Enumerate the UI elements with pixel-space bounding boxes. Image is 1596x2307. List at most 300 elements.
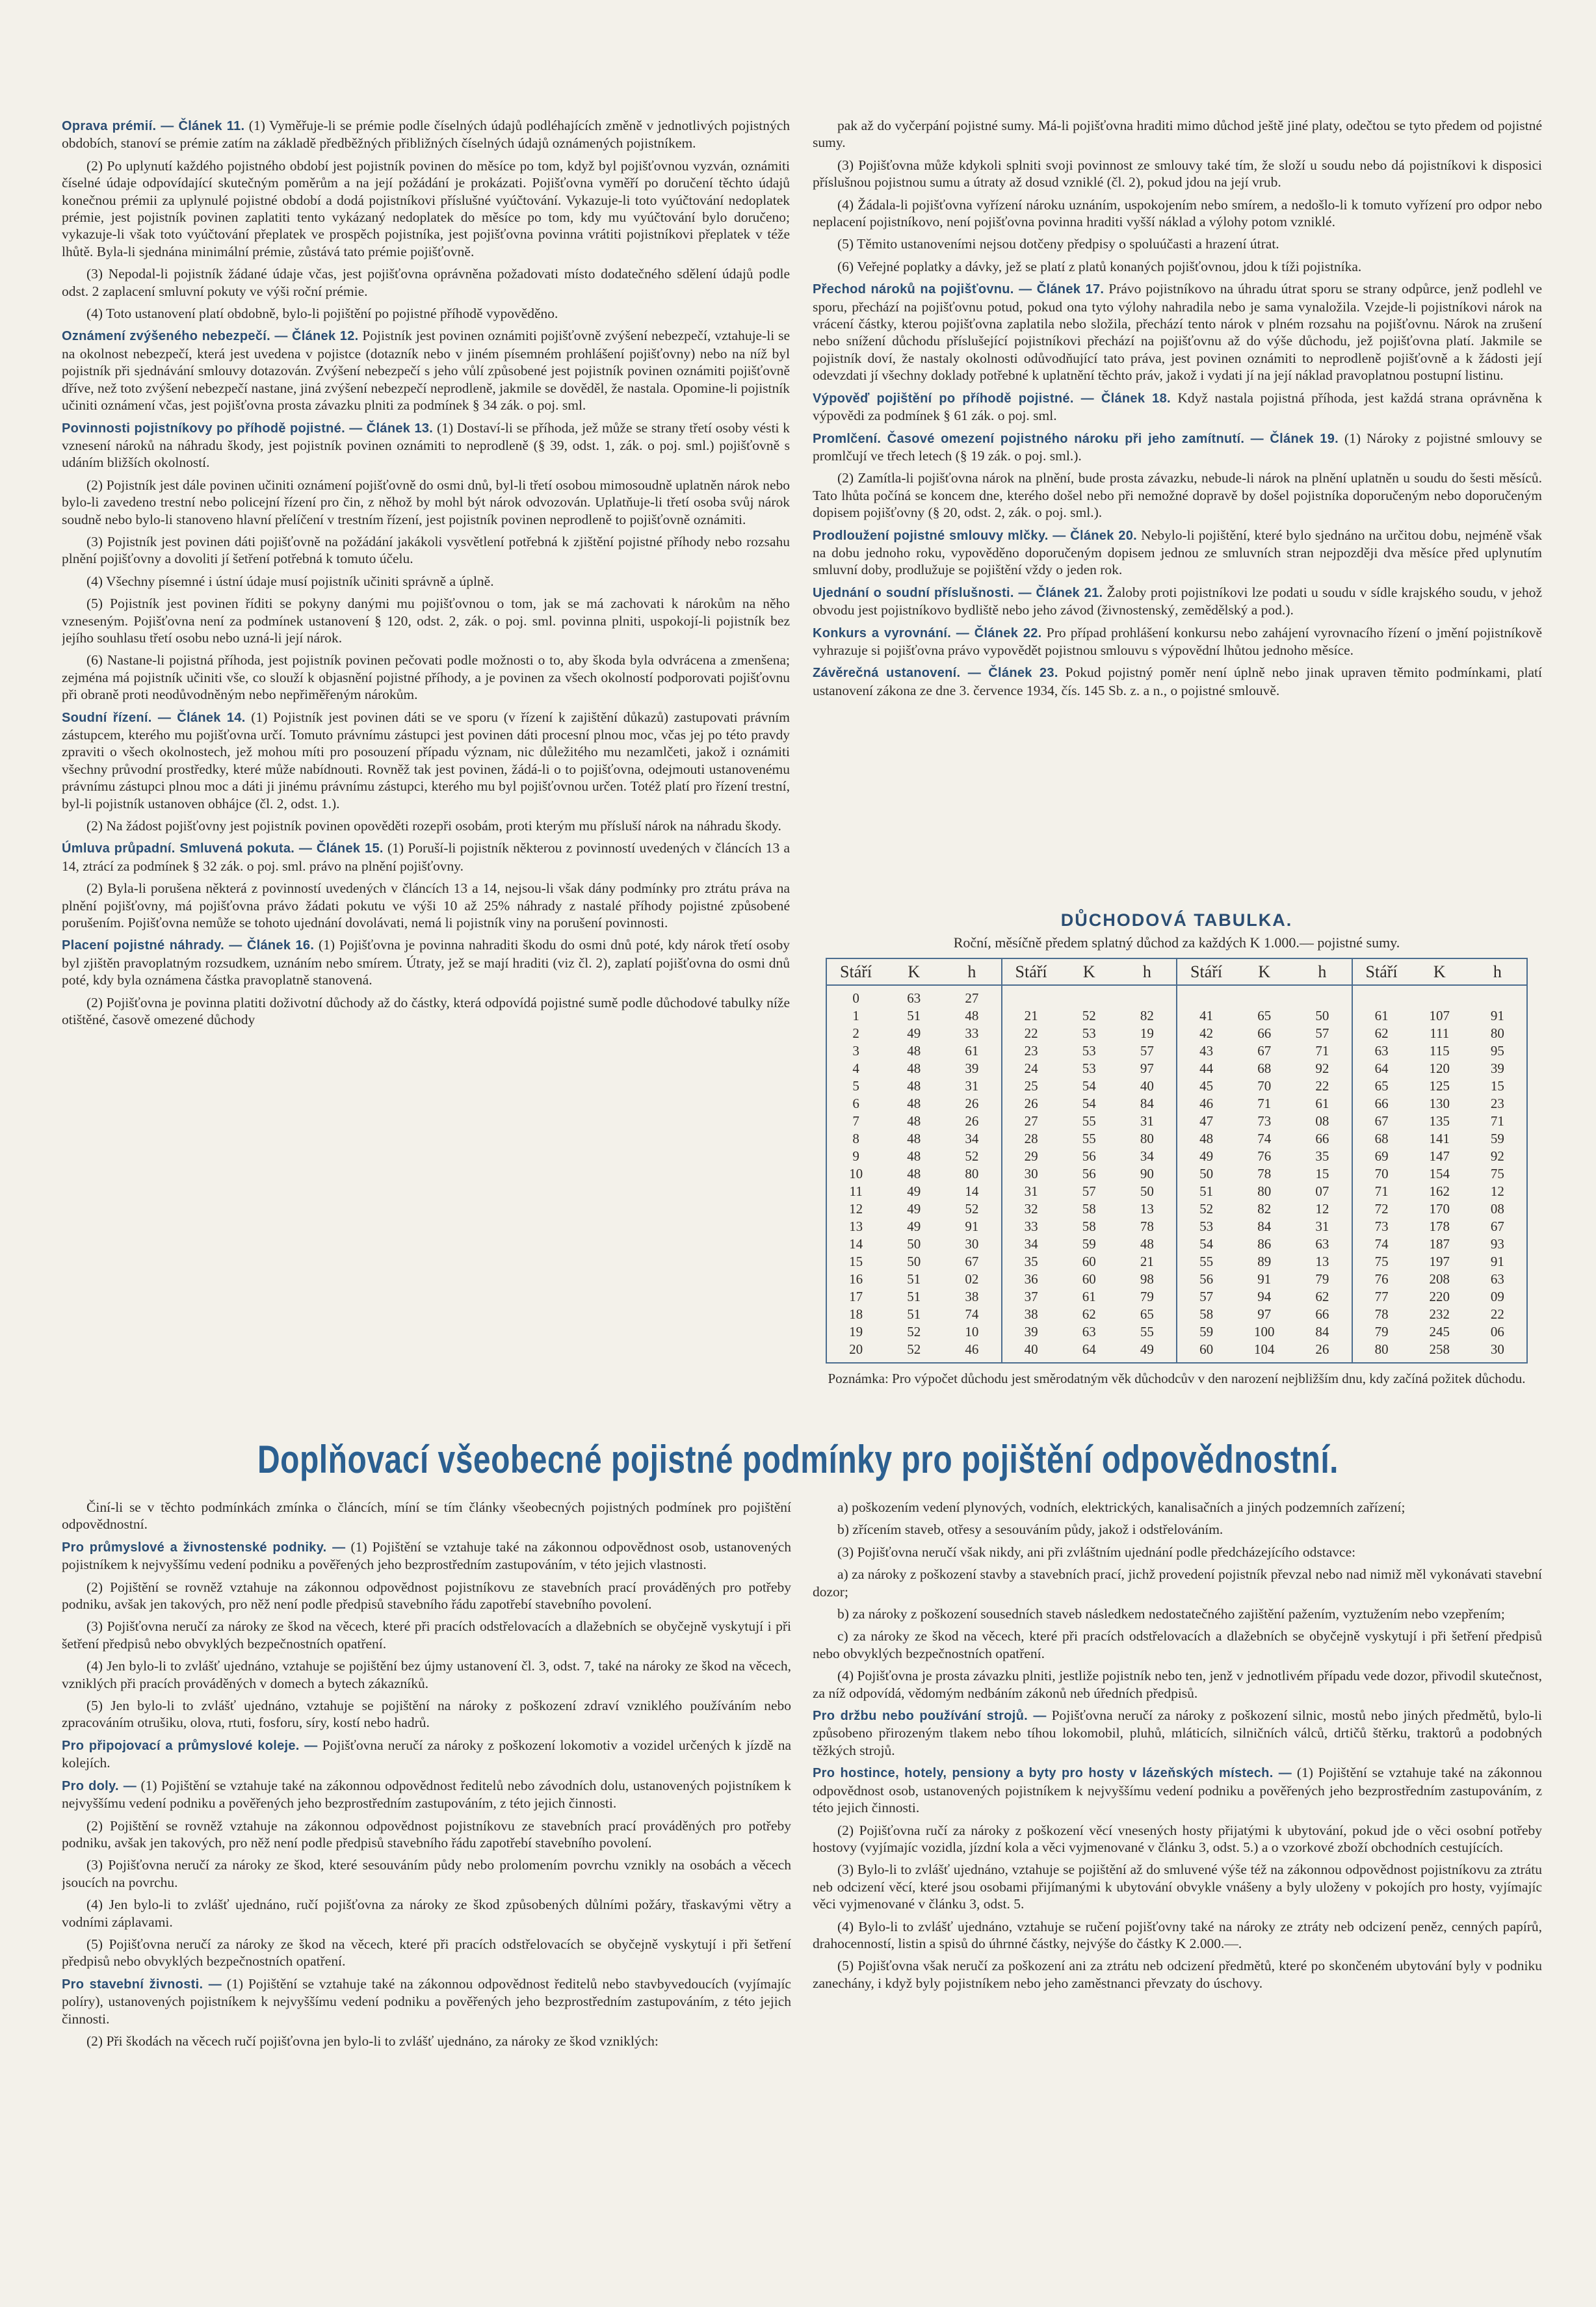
annuity-table-cell: 35 — [1024, 1254, 1038, 1269]
annuity-table-cell: 135 — [1429, 1113, 1450, 1129]
annuity-table-row — [1353, 1148, 1527, 1165]
annuity-table-cell: 2 — [852, 1025, 859, 1041]
annuity-table-cell: 91 — [1490, 1254, 1504, 1269]
annuity-table-row — [827, 1095, 1001, 1113]
annuity-table-cell: 3 — [852, 1043, 859, 1059]
annuity-table-cell: 7 — [852, 1113, 859, 1129]
article-heading: Pro doly. — — [62, 1778, 137, 1793]
article-heading: Pro připojovací a průmyslové koleje. — — [62, 1738, 318, 1753]
article-text: (4) Žádala-li pojišťovna vyřízení nároku uznáním, uspokojením nebo smírem, a nedošlo-li k tomuto vyřízení pro odpor nebo neplacení pojistníkovo, není pojišťovna povinna hraditi vyšší náklad a výlohy potom vzniklé. — [813, 196, 1542, 230]
article-heading: Závěrečná ustanovení. — Článek 23. — [813, 666, 1058, 681]
article-text: (6) Veřejné poplatky a dávky, jež se platí z platů konaných pojišťovnou, jdou k tíži pojistníka. — [837, 258, 1362, 274]
annuity-table-cell: 115 — [1429, 1043, 1450, 1059]
annuity-table-cell: 67 — [1374, 1113, 1389, 1129]
annuity-table-cell: 15 — [849, 1254, 863, 1269]
annuity-table-cell: 95 — [1490, 1043, 1504, 1059]
article-text: c) za nároky ze škod na věcech, které při pracích odstřelovacích a dlažebních se obyčejně vyskytují i při šetření předpisů nebo obvyklých bezpečnostních opatření. — [813, 1628, 1542, 1661]
article-paragraph — [62, 1817, 791, 1852]
article-paragraph — [62, 880, 790, 931]
article-heading: Promlčení. Časové omezení pojistného nároku při jeho zamítnutí. — Článek 19. — [813, 431, 1339, 446]
annuity-table-cell: 57 — [1315, 1025, 1329, 1041]
annuity-table-cell: 73 — [1257, 1113, 1272, 1129]
annuity-table-row — [827, 990, 1001, 1007]
annuity-table-cell: 27 — [965, 990, 979, 1006]
annuity-table-cell: 50 — [907, 1236, 921, 1252]
annuity-table-row — [827, 1025, 1001, 1042]
annuity-table-cell: 35 — [1315, 1148, 1329, 1164]
annuity-table-cell: 26 — [1315, 1341, 1329, 1357]
article-paragraph — [813, 196, 1542, 231]
annuity-table-cell: 58 — [1082, 1219, 1096, 1234]
annuity-table-row — [1002, 1341, 1177, 1358]
article-text: (2) Byla-li porušena některá z povinností uvedených v článcích 13 a 14, nejsou-li však dány podmínky pro ztrátu práva na plnění pojišťovny, má pojišťovna právo žádati pokutu ve výši 10 až 25% náhrady z nastalé příhody pojistné způsobené porušením. Pojišťovna nemůže se tohoto ujednání dovolávati, nemá li pojistník viny na porušení povinnosti. — [62, 880, 790, 931]
annuity-table-header-cell: K — [908, 962, 921, 981]
article-paragraph — [62, 419, 790, 471]
article-paragraph — [813, 235, 1542, 252]
article-paragraph — [813, 664, 1542, 699]
article-paragraph — [62, 1657, 791, 1692]
article-text: (4) Bylo-li to zvlášť ujednáno, vztahuje se ručení pojišťovny také na nároky ze ztráty neb odcizení peněz, cenných papírů, drahocenností, listin a spisů do úhrnné částky, nejvýše do částky K 2.000.—. — [813, 1918, 1542, 1951]
annuity-table-cell: 62 — [1082, 1306, 1096, 1322]
annuity-table-cell: 50 — [1140, 1183, 1154, 1199]
annuity-table-row — [1177, 1148, 1352, 1165]
annuity-table-cell: 55 — [1199, 1254, 1214, 1269]
article-text: (1) Pojištění se vztahuje také na zákonnou odpovědnost osob, ustanovených pojistníkem k nejvyššímu vedení podniku a pověřených jeho bezprostředním zastupováním, z této jejich činnosti. — [813, 1765, 1542, 1816]
annuity-table-cell: 80 — [1257, 1183, 1272, 1199]
annuity-table-cell: 80 — [1374, 1341, 1389, 1357]
column-general-conditions-2 — [813, 117, 1542, 962]
annuity-table-column — [827, 959, 1002, 1362]
annuity-table-header-cell: h — [967, 962, 976, 981]
annuity-table-column — [1177, 959, 1353, 1362]
annuity-table-cell: 40 — [1024, 1341, 1038, 1357]
annuity-table-row — [827, 1218, 1001, 1235]
annuity-table-header-cell: Stáří — [1365, 962, 1398, 981]
article-text: Činí-li se v těchto podmínkách zmínka o článcích, míní se tím články všeobecných pojistných podmínek pro pojištění odpovědnostní. — [62, 1499, 791, 1533]
annuity-table-cell: 56 — [1082, 1148, 1096, 1164]
annuity-table-cell: 53 — [1082, 1025, 1096, 1041]
annuity-table-cell: 67 — [965, 1254, 979, 1269]
annuity-table-row — [1353, 1060, 1527, 1077]
annuity-table-cell: 92 — [1490, 1148, 1504, 1164]
annuity-table-row — [1177, 1271, 1352, 1288]
annuity-table-cell: 79 — [1140, 1289, 1154, 1304]
article-text: (2) Pojistník jest dále povinen učiniti oznámení pojišťovně do osmi dnů, byl-li třetí osobou mimosoudně uplatněn nárok nebo bylo-li zavedeno trestní nebo policejní řízení pro čin, z něhož by mohl být nárok odvozován. Uplatňuje-li třetí osoba svůj nárok soudně nebo bylo-li stanoveno hlavní přelíčení v trestním řízení, jest pojistník povinen neprodleně to pojišťovně oznámiti. — [62, 477, 790, 527]
annuity-table-cell: 66 — [1374, 1096, 1389, 1111]
annuity-table-row — [1177, 1025, 1352, 1042]
annuity-table-row — [1177, 1095, 1352, 1113]
article-heading: Oznámení zvýšeného nebezpečí. — Článek 12. — [62, 329, 359, 344]
article-heading: Pro stavební živnosti. — — [62, 1977, 222, 1992]
article-paragraph — [62, 839, 790, 875]
annuity-table-row — [1177, 1323, 1352, 1341]
article-text: (5) Pojišťovna neručí za nároky ze škod na věcech, které při pracích odstřelovacích se obyčejně vyskytují i při šetření předpisů nebo obvyklých bezpečnostních opatření. — [62, 1936, 791, 1970]
annuity-table-cell: 38 — [965, 1289, 979, 1304]
annuity-table-cell: 69 — [1374, 1148, 1389, 1164]
annuity-table-cell: 14 — [849, 1236, 863, 1252]
annuity-table-cell: 62 — [1315, 1289, 1329, 1304]
annuity-table-header-cell: K — [1082, 962, 1095, 981]
article-text: (3) Nepodal-li pojistník žádané údaje včas, jest pojišťovna oprávněna požadovati místo dodatečného sdělení údajů podle odst. 2 zaplacení smluvní pokuty ve výši roční prémie. — [62, 266, 790, 299]
article-paragraph — [813, 258, 1542, 275]
annuity-table-cell: 78 — [1374, 1306, 1389, 1322]
annuity-table-cell: 97 — [1140, 1061, 1154, 1076]
annuity-table-cell: 48 — [907, 1148, 921, 1164]
annuity-table-cell: 45 — [1199, 1078, 1214, 1094]
annuity-table-cell: 91 — [1490, 1008, 1504, 1023]
annuity-table-cell: 10 — [965, 1324, 979, 1339]
annuity-table-cell: 49 — [907, 1025, 921, 1041]
annuity-table-header — [1177, 959, 1352, 986]
annuity-table-row — [1177, 1218, 1352, 1235]
annuity-table-cell: 232 — [1429, 1306, 1450, 1322]
annuity-table-row — [1002, 1025, 1177, 1042]
annuity-table-cell: 10 — [849, 1166, 863, 1181]
annuity-table-cell: 22 — [1024, 1025, 1038, 1041]
annuity-table-cell: 26 — [965, 1096, 979, 1111]
annuity-table-cell: 49 — [1140, 1341, 1154, 1357]
annuity-table-row — [1353, 1200, 1527, 1218]
article-paragraph — [813, 1499, 1542, 1516]
annuity-table-cell: 107 — [1429, 1008, 1450, 1023]
annuity-table-row — [1353, 1306, 1527, 1323]
annuity-table-cell: 30 — [1024, 1166, 1038, 1181]
annuity-table-row — [1353, 1130, 1527, 1148]
annuity-table-cell: 47 — [1199, 1113, 1214, 1129]
annuity-table-cell: 40 — [1140, 1078, 1154, 1094]
annuity-table-row — [1002, 1095, 1177, 1113]
annuity-table-cell: 68 — [1374, 1131, 1389, 1146]
annuity-table-cell: 0 — [852, 990, 859, 1006]
article-text: (1) Pojištění se vztahuje také na zákonnou odpovědnost ředitelů nebo stavbyvedoucích (vyjímajíc políry), ustanovených pojistníkem k nejvyššímu vedení podniku a pověřených jeho bezprostředním zastupováním, z této jejich činnosti. — [62, 1975, 791, 2027]
article-paragraph — [813, 469, 1542, 521]
annuity-table-row — [827, 1077, 1001, 1095]
annuity-table-cell: 78 — [1257, 1166, 1272, 1181]
annuity-table-cell: 245 — [1429, 1324, 1450, 1339]
annuity-table-row — [1177, 1007, 1352, 1025]
annuity-table-cell: 57 — [1140, 1043, 1154, 1059]
annuity-table-cell: 76 — [1374, 1271, 1389, 1287]
annuity-table-row — [827, 1323, 1001, 1341]
annuity-table-row — [1002, 1218, 1177, 1235]
article-heading: Výpověď pojištění po příhodě pojistné. — Článek 18. — [813, 391, 1171, 406]
article-paragraph — [62, 1856, 791, 1891]
annuity-table-row — [1353, 1218, 1527, 1235]
annuity-table-cell: 220 — [1429, 1289, 1450, 1304]
annuity-table-cell: 31 — [1024, 1183, 1038, 1199]
column-general-conditions-1 — [62, 117, 790, 1365]
annuity-table-cell: 67 — [1257, 1043, 1272, 1059]
annuity-table-cell: 61 — [1082, 1289, 1096, 1304]
article-paragraph — [813, 1544, 1542, 1561]
article-paragraph — [813, 1918, 1542, 1953]
annuity-table-cell: 30 — [1490, 1341, 1504, 1357]
annuity-table-cell: 48 — [1199, 1131, 1214, 1146]
annuity-table-row — [1353, 1271, 1527, 1288]
annuity-table-cell: 91 — [1257, 1271, 1272, 1287]
annuity-table-row — [1353, 1007, 1527, 1025]
annuity-table-row — [1177, 1077, 1352, 1095]
annuity-table-row — [827, 1271, 1001, 1288]
annuity-table-cell: 32 — [1024, 1201, 1038, 1217]
annuity-table-cell: 80 — [965, 1166, 979, 1181]
article-paragraph — [62, 117, 790, 152]
article-text: pak až do vyčerpání pojistné sumy. Má-li pojišťovna hraditi mimo důchod ještě jiné platy, odečtou se tyto předem od pojistné sumy. — [813, 118, 1542, 151]
article-text: (2) Při škodách na věcech ručí pojišťovna jen bylo-li to zvlášť ujednáno, za nároky ze škod vzniklých: — [86, 2033, 659, 2049]
article-text: (2) Po uplynutí každého pojistného období jest pojistník povinen do měsíce po tom, když byl pojišťovnou vyzván, oznámiti číselné údaje odpovídající skutečným poměrům a na její požádání je prokázati. Pojišťovna vyměří po doručení těchto údajů konečnou prémii za uplynulé pojistné období a dodá pojistníkovi příslušné vyúčtování. Vykazuje-li toto vyúčtování nedoplatek prémie, jest pojistník povinen zaplatiti tento vykázaný nedoplatek do měsíce po tom, kdy mu vyúčtování bylo doručeno; vykazuje-li však toto vyúčtování přeplatek ve prospěch pojistníka, jest pojišťovna povinna vrátiti pojistníkovi přeplatek v téže lhůtě. Byla-li sjednána minimální prémie, zůstává tato prémie pojišťovně. — [62, 157, 790, 259]
annuity-table-row — [827, 1042, 1001, 1060]
article-paragraph — [62, 265, 790, 300]
article-text: a) poškozením vedení plynových, vodních, elektrických, kanalisačních a jiných podzemních zařízení; — [837, 1499, 1406, 1515]
annuity-table-cell: 44 — [1199, 1061, 1214, 1076]
annuity-table-cell: 23 — [1024, 1043, 1038, 1059]
article-heading: Pro hostince, hotely, pensiony a byty pro hosty v lázeňských místech. — — [813, 1766, 1292, 1781]
article-paragraph — [813, 527, 1542, 579]
annuity-table-row — [827, 1165, 1001, 1183]
article-text: (2) Na žádost pojišťovny jest pojistník povinen opověděti rozepři osobám, proti kterým mu přísluší nárok na náhradu škody. — [86, 818, 781, 834]
annuity-table-cell: 64 — [1374, 1061, 1389, 1076]
article-paragraph — [62, 2033, 791, 2050]
annuity-table-cell: 48 — [907, 1096, 921, 1111]
annuity-table-cell: 89 — [1257, 1254, 1272, 1269]
annuity-table-cell: 208 — [1429, 1271, 1450, 1287]
article-paragraph — [813, 157, 1542, 191]
annuity-table-cell: 84 — [1257, 1219, 1272, 1234]
article-text: (5) Těmito ustanoveními nejsou dotčeny předpisy o spoluúčasti a hrazení útrat. — [837, 236, 1279, 252]
annuity-table-cell: 59 — [1082, 1236, 1096, 1252]
annuity-table-cell: 52 — [965, 1148, 979, 1164]
annuity-table-cell: 51 — [907, 1289, 921, 1304]
article-paragraph — [813, 624, 1542, 659]
annuity-table-header — [1353, 959, 1527, 986]
annuity-table-cell: 55 — [1082, 1113, 1096, 1129]
annuity-table-cell: 18 — [849, 1306, 863, 1322]
article-paragraph — [62, 595, 790, 646]
article-text: b) zřícením staveb, otřesy a sesouváním půdy, jakož i odstřelováním. — [837, 1522, 1223, 1538]
article-paragraph — [62, 1737, 791, 1772]
annuity-table-row — [1002, 1113, 1177, 1130]
annuity-table-header-cell: Stáří — [1190, 962, 1223, 981]
annuity-table-cell: 46 — [965, 1341, 979, 1357]
annuity-table-row — [1177, 1306, 1352, 1323]
annuity-table-cell: 23 — [1490, 1096, 1504, 1111]
annuity-table-cell: 71 — [1490, 1113, 1504, 1129]
annuity-table-subtitle: Roční, měsíčně předem splatný důchod za každých K 1.000.— pojistné sumy. — [953, 934, 1400, 951]
annuity-table-cell: 28 — [1024, 1131, 1038, 1146]
annuity-table-row — [827, 1200, 1001, 1218]
annuity-table-cell: 178 — [1429, 1219, 1450, 1234]
annuity-table-row — [1353, 1341, 1527, 1358]
article-heading: Soudní řízení. — Článek 14. — [62, 710, 246, 725]
annuity-table-cell: 6 — [852, 1096, 859, 1111]
article-text: (1) Nároky z pojistné smlouvy se promlčují ve třech letech (§ 19 zák. o poj. sml.). — [813, 430, 1542, 464]
annuity-table-cell: 33 — [1024, 1219, 1038, 1234]
article-paragraph — [62, 477, 790, 528]
annuity-table-cell: 39 — [965, 1061, 979, 1076]
annuity-table-cell: 75 — [1374, 1254, 1389, 1269]
annuity-table-cell: 71 — [1374, 1183, 1389, 1199]
annuity-table-cell: 97 — [1257, 1306, 1272, 1322]
annuity-table-cell: 49 — [907, 1201, 921, 1217]
annuity-table-cell: 34 — [1140, 1148, 1154, 1164]
annuity-table-cell: 16 — [849, 1271, 863, 1287]
annuity-table-cell: 14 — [965, 1183, 979, 1199]
annuity-table-cell: 60 — [1082, 1254, 1096, 1269]
annuity-table-cell: 8 — [852, 1131, 859, 1146]
annuity-table-cell: 66 — [1315, 1306, 1329, 1322]
article-paragraph — [813, 280, 1542, 384]
article-text: Pro případ prohlášení konkursu nebo zahájení vyrovnacího řízení o jmění pojistníkově vyhrazuje si pojišťovna právo vypovědět pojistnou smlouvu s výpovědní lhůtou jednoho měsíce. — [813, 624, 1542, 658]
article-heading: Přechod nároků na pojišťovnu. — Článek 17. — [813, 282, 1105, 297]
article-text: (3) Pojišťovna neručí za nároky ze škod, které sesouváním půdy nebo prolomením povrchu vznikly na osobách a věcech jsoucích na povrchu. — [62, 1857, 791, 1890]
annuity-table-cell: 52 — [965, 1201, 979, 1217]
annuity-table-cell: 11 — [849, 1183, 863, 1199]
annuity-table-cell: 36 — [1024, 1271, 1038, 1287]
annuity-table-cell: 56 — [1082, 1166, 1096, 1181]
annuity-table-cell: 54 — [1082, 1078, 1096, 1094]
annuity-table-cell: 15 — [1490, 1078, 1504, 1094]
article-text: (3) Pojistník jest povinen dáti pojišťovně na požádání jakákoli vysvětlení potřebná k zjištění pojistné příhody nebo rozsahu plnění pojišťovny a dovoliti jí šetření potřebná k tomuto účelu. — [62, 533, 790, 567]
annuity-table-cell: 49 — [1199, 1148, 1214, 1164]
annuity-table-row — [1353, 1323, 1527, 1341]
annuity-table-row — [827, 1113, 1001, 1130]
annuity-table-cell: 55 — [1082, 1131, 1096, 1146]
annuity-table-cell: 48 — [907, 1113, 921, 1129]
annuity-table-cell: 39 — [1024, 1324, 1038, 1339]
article-paragraph — [813, 1861, 1542, 1912]
annuity-table-row — [1177, 1288, 1352, 1306]
annuity-table-cell: 92 — [1315, 1061, 1329, 1076]
annuity-table-header-cell: K — [1258, 962, 1271, 981]
annuity-table-cell: 48 — [907, 1061, 921, 1076]
article-paragraph — [62, 305, 790, 322]
annuity-table-cell: 98 — [1140, 1271, 1154, 1287]
article-text: (2) Pojištění se rovněž vztahuje na zákonnou odpovědnost pojistníkovu ze stavebních prací prováděných pro potřeby podniku, avšak jen takových, pro něž není podle předpisů stavebního řádu zapotřebí stavebního povolení. — [62, 1817, 791, 1851]
annuity-table-cell: 17 — [849, 1289, 863, 1304]
annuity-table-row — [1002, 1077, 1177, 1095]
annuity-table — [826, 910, 1528, 1387]
annuity-table-cell: 29 — [1024, 1148, 1038, 1164]
article-heading: Prodloužení pojistné smlouvy mlčky. — Článek 20. — [813, 528, 1137, 543]
annuity-table-row — [1002, 1183, 1177, 1200]
article-text: (1) Vyměřuje-li se prémie podle číselných údajů podléhajících změně v jednotlivých pojistných obdobích, stanoví se prémie zatím na základě předběžných přibližných číselných údajů oznámených pojistníkem. — [62, 118, 790, 152]
annuity-table-cell: 19 — [1140, 1025, 1154, 1041]
annuity-table-row — [1002, 1200, 1177, 1218]
annuity-table-cell: 51 — [907, 1008, 921, 1023]
annuity-table-cell: 59 — [1490, 1131, 1504, 1146]
article-heading: Oprava prémií. — Článek 11. — [62, 119, 245, 133]
article-paragraph — [813, 1566, 1542, 1600]
article-heading: Pro průmyslové a živnostenské podniky. — — [62, 1540, 346, 1555]
annuity-table-cell: 41 — [1199, 1008, 1214, 1023]
annuity-table-cell: 49 — [907, 1183, 921, 1199]
annuity-table-cell: 197 — [1429, 1254, 1450, 1269]
article-paragraph — [813, 1707, 1542, 1759]
annuity-table-row — [1177, 1113, 1352, 1130]
article-text: (5) Pojišťovna však neručí za poškození ani za ztrátu neb odcizení předmětů, které po skončeném ubytování byly v podniku zanechány, i když byly pojistníkem nebo jeho zaměstnanci převzaty do úschovy. — [813, 1958, 1542, 1991]
annuity-table-cell: 07 — [1315, 1183, 1329, 1199]
annuity-table-cell: 63 — [1315, 1236, 1329, 1252]
annuity-table-note: Poznámka: Pro výpočet důchodu jest směrodatným věk důchodcův v den narození nejbližším dnu, kdy začíná požitek důchodu. — [828, 1371, 1526, 1386]
article-heading: Pro držbu nebo používání strojů. — — [813, 1709, 1047, 1724]
article-text: (1) Poruší-li pojistník některou z povinností uvedených v článcích 13 a 14, ztrácí za podmínek § 32 zák. o poj. sml. právo na plnění pojišťovny. — [62, 840, 790, 874]
annuity-table-cell: 21 — [1024, 1008, 1038, 1023]
annuity-table-cell: 57 — [1199, 1289, 1214, 1304]
annuity-table-cell: 34 — [965, 1131, 979, 1146]
article-text: Pojistník jest povinen oznámiti pojišťovně zvýšení nebezpečí, vztahuje-li se na okolnost nebezpečí, která jest uvedena v pojistce (dotazník nebo v jiném písemném prohlášení pojišťovny) nebo na níž byl pojistník při sjednávání smlouvy dotazován. Zvýšení nebezpečí s jeho vůlí způsobené jest pojistník povinen oznámiti pojišťovně dříve, než toto zvýšení nebezpečí nastane, jiná zvýšení nebezpečí neprodleně, jakmile se dověděl, že nastala. Opomine-li pojistník učiniti oznámení včas, jest pojišťovna prosta závazku plniti za podmínek § 34 zák. o poj. sml. — [62, 328, 790, 414]
annuity-table-cell: 154 — [1429, 1166, 1450, 1181]
annuity-table-cell: 80 — [1140, 1131, 1154, 1146]
article-text: (5) Jen bylo-li to zvlášť ujednáno, vztahuje se pojištění na nároky z poškození zdraví vzniklého používáním nebo zpracováním otrušiku, olova, rtuti, fosforu, síry, kostí nebo hadrů. — [62, 1698, 791, 1731]
article-text: (4) Pojišťovna je prosta závazku plniti, jestliže pojistník nebo ten, jenž v jednotlivém případu vede dozor, přivodil skutečnost, za níž odpovídá, vědomým nedbáním zákonů neb úředních předpisů. — [813, 1668, 1542, 1701]
article-text: Právo pojistníkovo na úhradu útrat sporu se strany odpůrce, jenž podlehl ve sporu, přechází na pojišťovnu potud, pokud ona tyto výlohy nahradila nebo je sama vynaložila. Vzejde-li pojistníkovi nárok na vrácení částky, kterou pojišťovna zaplatila nebo složila, přechází tento nárok v plném rozsahu na pojišťovnu. Nárok na zrušení nebo snížení důchodu příslušející pojistníkovi přechází na pojišťovnu až do výše důchodu, jež pojišťovna platí. Jakmile se pojistník doví, že nastaly okolnosti odůvodňující tato práva, jest povinen oznámiti to neprodleně pojišťovně a k žádosti její odevzdati jí všechny doklady potřebné k uplatnění těchto práv, jakož i vydati jí na její náklad pravoplatnou postupní listinu. — [813, 281, 1542, 384]
annuity-table-cell: 84 — [1140, 1096, 1154, 1111]
annuity-table-row — [1177, 1235, 1352, 1253]
article-text: (4) Jen bylo-li to zvlášť ujednáno, ručí pojišťovna za nároky ze škod způsobených důlními požáry, třaskavými větry a vodními záplavami. — [62, 1897, 791, 1930]
annuity-table-row — [1002, 1007, 1177, 1025]
annuity-table-cell: 111 — [1430, 1025, 1450, 1041]
article-text: (1) Dostaví-li se příhoda, jež může se strany třetí osoby vésti k vznesení nároků na náhradu škody, jest pojistník povinen oznámiti to neprodleně (§ 39, odst. 1, zák. o poj. sml.) pojišťovně s udáním bližších okolností. — [62, 419, 790, 471]
annuity-table-cell: 59 — [1199, 1324, 1214, 1339]
article-paragraph — [62, 1579, 791, 1613]
annuity-table-row — [1002, 1148, 1177, 1165]
annuity-table-header-cell: Stáří — [840, 962, 872, 981]
annuity-table-row — [1002, 1235, 1177, 1253]
annuity-table-header-cell: Stáří — [1015, 962, 1047, 981]
article-text: (1) Pojištění se vztahuje také na zákonnou odpovědnost ředitelů nebo závodních dolu, ustanovených pojistníkem k nejvyššímu vedení podniku a pověřených jeho bezprostředním zastupováním, z této jejich činnosti. — [62, 1777, 791, 1812]
column-supplementary-conditions-2 — [813, 1499, 1542, 2279]
article-paragraph — [62, 157, 790, 260]
annuity-table-row — [1002, 1253, 1177, 1271]
article-paragraph — [62, 1936, 791, 1970]
article-text: (2) Pojištění se rovněž vztahuje na zákonnou odpovědnost pojistníkovu ze stavebních prací prováděných pro potřeby podniku, avšak jen takových, pro něž není podle předpisů stavebního řádu zapotřebí stavebního povolení. — [62, 1579, 791, 1613]
article-paragraph — [62, 1538, 791, 1574]
annuity-table-cell: 72 — [1374, 1201, 1389, 1217]
article-text: (2) Pojišťovna je povinna platiti doživotní důchody až do částky, která odpovídá pojistné sumě podle důchodové tabulky níže otištěné, časově omezené důchody — [62, 994, 790, 1028]
annuity-table-row — [827, 1060, 1001, 1077]
annuity-table-cell: 62 — [1374, 1025, 1389, 1041]
annuity-table-cell: 54 — [1199, 1236, 1214, 1252]
annuity-table-cell: 22 — [1490, 1306, 1504, 1322]
annuity-table-cell: 13 — [1140, 1201, 1154, 1217]
article-paragraph — [62, 936, 790, 988]
article-paragraph — [62, 1975, 791, 2027]
annuity-table-cell: 63 — [1082, 1324, 1096, 1339]
article-text: (5) Pojistník jest povinen říditi se pokyny danými mu pojišťovnou o tom, jak se má zachovati k nárokům na něho vzneseným. Pojišťovna není za podmínek ustanovení § 120, odst. 2, zák. o poj. sml. povinna plniti, uspokojí-li pojistník bez jejího souhlasu třetí osobu nebo uzná-li její nárok. — [62, 596, 790, 646]
annuity-table-row — [1002, 1042, 1177, 1060]
article-text: a) za nároky z poškození stavby a stavebních prací, jichž provedení pojistník převzal nebo nad nimiž měl vykonávati stavební dozor; — [813, 1566, 1542, 1600]
article-paragraph — [813, 1822, 1542, 1856]
annuity-table-row — [1353, 1288, 1527, 1306]
article-text: Pojišťovna neručí za nároky z poškození silnic, mostů nebo jiných předmětů, bylo-li způsobeno přirozeným tlakem nebo tíhou lokomobil, pluhů, mláticích, silničních válců, drtičů štěrku, traktorů a podobných těžkých strojů. — [813, 1707, 1542, 1758]
article-paragraph — [813, 389, 1542, 425]
annuity-table-row — [827, 1341, 1001, 1358]
article-text: (3) Pojišťovna neručí však nikdy, ani při zvláštním ujednání podle předcházejícího odstavce: — [837, 1544, 1356, 1560]
article-paragraph — [813, 1521, 1542, 1538]
annuity-table-cell: 61 — [965, 1043, 979, 1059]
annuity-table-cell: 79 — [1374, 1324, 1389, 1339]
article-paragraph — [62, 1777, 791, 1812]
annuity-table-header — [1002, 959, 1177, 986]
annuity-table-header-cell: K — [1433, 962, 1446, 981]
article-text: (6) Nastane-li pojistná příhoda, jest pojistník povinen pečovati podle možnosti o to, aby škoda byla odvrácena a zmenšena; zejména má pojistník učiniti vše, co slouží k objasnění pojistné příhody, a je povinen za všech okolností podporovati pojišťovnu při obraně proti neodůvodněným nebo nepřiměřeným nárokům. — [62, 652, 790, 703]
annuity-table-cell: 71 — [1315, 1043, 1329, 1059]
annuity-table-row — [1177, 1341, 1352, 1358]
article-paragraph — [62, 573, 790, 590]
annuity-table-row — [827, 1288, 1001, 1306]
annuity-table-cell: 30 — [965, 1236, 979, 1252]
annuity-table-row — [1353, 1165, 1527, 1183]
